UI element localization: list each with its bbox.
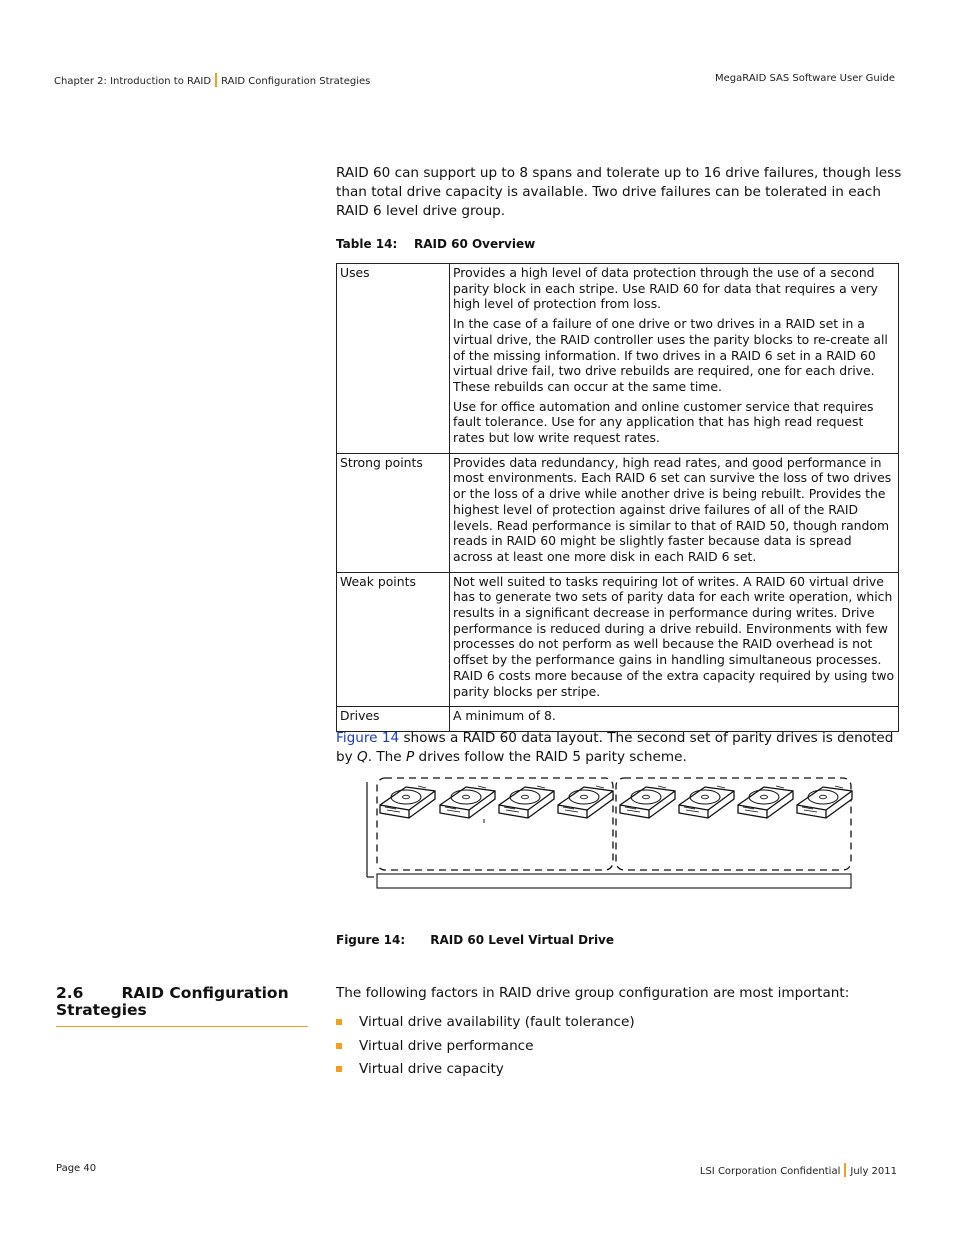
- figure-14-link[interactable]: Figure 14: [336, 730, 400, 746]
- row-label: Weak points: [337, 572, 450, 707]
- row-paragraph: Not well suited to tasks requiring lot of writes. A RAID 60 virtual drive has to generate two sets of parity data for each write operation, which results in a significant decrease in performance during writes. Drive performance is reduced during a drive rebuild. Environments with few processes do not perform as well because the RAID overhead is not offset by the performance gains in handling simultaneous processes. RAID 6 costs more because of the extra capacity required by using two parity blocks per stripe.: [453, 573, 895, 699]
- row-content: [450, 264, 899, 454]
- section-title: RAID Configuration Strategies: [56, 984, 289, 1019]
- section-number: 2.6: [56, 984, 84, 1002]
- hard-drive-icon: [620, 786, 675, 818]
- row-label: Drives: [337, 707, 450, 732]
- footer-separator: [844, 1163, 846, 1177]
- row-content: [450, 453, 899, 572]
- running-header-left: [54, 73, 370, 87]
- hard-drive-icon: [558, 786, 613, 818]
- row-content: [450, 572, 899, 707]
- row-label: Uses: [337, 264, 450, 454]
- raid60-figure: [360, 770, 860, 892]
- page-number: Page 40: [56, 1163, 97, 1174]
- hard-drive-icon: [440, 786, 495, 818]
- table-row: [337, 572, 899, 707]
- running-header-right: MegaRAID SAS Software User Guide: [715, 73, 895, 84]
- footer-confidential: LSI Corporation Confidential: [699, 1166, 841, 1177]
- row-paragraph: Provides a high level of data protection through the use of a second parity block in each stripe. Use RAID 60 for data that requires a very high level of protection from loss.: [453, 265, 879, 312]
- raid60-overview-table: [336, 263, 899, 732]
- table-row: [337, 264, 899, 454]
- running-footer-right: [700, 1163, 897, 1177]
- header-separator: [215, 73, 217, 87]
- row-label: Strong points: [337, 453, 450, 572]
- header-section: RAID Configuration Strategies: [221, 76, 371, 87]
- hard-drive-icon: [738, 786, 793, 818]
- span-bar: [377, 874, 851, 888]
- section-rule: [56, 1026, 308, 1027]
- list-item: Virtual drive capacity: [336, 1058, 635, 1082]
- hard-drive-icon: [797, 786, 852, 818]
- hard-drive-icon: [380, 786, 435, 818]
- p-parity-label: P: [405, 749, 415, 765]
- section-intro: The following factors in RAID drive group configuration are most important:: [336, 985, 850, 1001]
- figure-caption: Figure 14: RAID 60 Level Virtual Drive: [336, 933, 615, 947]
- figure-ref-text: . The: [367, 749, 406, 765]
- figure-ref-text: drives follow the RAID 5 parity scheme.: [414, 749, 687, 765]
- intro-paragraph: RAID 60 can support up to 8 spans and tolerate up to 16 drive failures, though less than total drive capacity is available. Two drive failures can be tolerated in each RAID 6 level drive group.: [336, 165, 902, 219]
- figure-ref-text: shows a RAID 60 data layout. The second set of parity drives is denoted by: [336, 730, 894, 765]
- row-paragraph: Provides data redundancy, high read rates, and good performance in most environments. Each RAID 6 set can survive the loss of two drives or the loss of a drive while another drive is being rebuilt. Provides the highest level of protection against drive failures of all of the RAID levels. Read performance is similar to that of RAID 50, though random reads in RAID 60 might be slightly faster because data is spread across at least one more disk in each RAID 6 set.: [453, 454, 892, 564]
- row-content: [450, 707, 899, 732]
- section-heading: [56, 985, 308, 1019]
- row-paragraph: In the case of a failure of one drive or two drives in a RAID set in a virtual drive, the RAID controller uses the parity blocks to re-create all of the missing information. If two drives in a RAID 6 set in a RAID 60 virtual drive fail, two drive rebuilds are required, one for each drive. These rebuilds can occur at the same time.: [453, 316, 888, 394]
- table-row: [337, 707, 899, 732]
- q-parity-label: Q: [357, 749, 368, 765]
- row-paragraph: A minimum of 8.: [453, 708, 556, 724]
- hard-drive-icon: [499, 786, 554, 818]
- list-item: Virtual drive availability (fault tolerance): [336, 1011, 635, 1035]
- table-row: [337, 453, 899, 572]
- table-caption: Table 14: RAID 60 Overview: [336, 237, 536, 251]
- list-item: Virtual drive performance: [336, 1035, 635, 1059]
- figure-reference-paragraph: [336, 729, 902, 767]
- header-chapter: Chapter 2: Introduction to RAID: [54, 76, 212, 87]
- hard-drive-icon: [679, 786, 734, 818]
- footer-date: July 2011: [850, 1166, 897, 1177]
- factors-list: [336, 1011, 635, 1082]
- row-paragraph: Use for office automation and online customer service that requires fault tolerance. Use for any application that has high read request rates but low write request rates.: [453, 398, 874, 446]
